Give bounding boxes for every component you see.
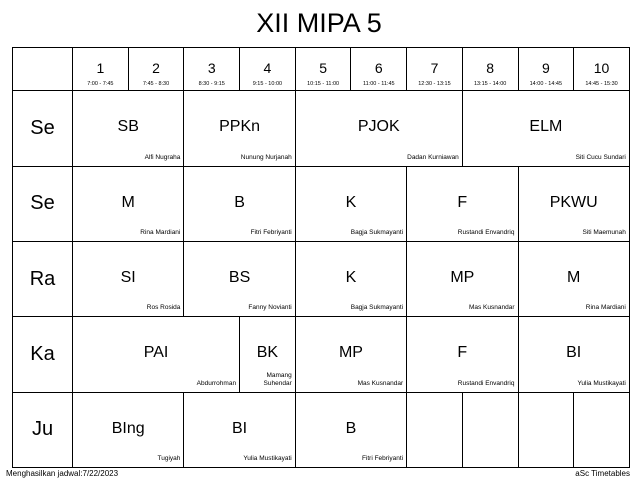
day-cell — [13, 166, 73, 241]
lesson-cell — [184, 91, 295, 166]
subject-label: F — [457, 344, 468, 362]
subject-label: MP — [338, 344, 363, 362]
period-header-7 — [407, 48, 463, 91]
empty-cell — [462, 392, 518, 467]
subject-label: F — [457, 193, 468, 211]
day-label: Se — [30, 192, 55, 215]
period-header-2 — [128, 48, 184, 91]
period-header-row — [13, 48, 630, 91]
period-time: 8:30 - 9:15 — [198, 81, 225, 88]
empty-cell — [407, 392, 463, 467]
timetable-body — [13, 48, 630, 468]
subject-label: BI — [232, 419, 248, 437]
day-cell — [13, 91, 73, 166]
subject-label: K — [345, 193, 357, 211]
lesson-cell — [295, 317, 406, 392]
subject-label: B — [345, 419, 357, 437]
day-row — [13, 317, 630, 392]
subject-label: BK — [256, 344, 279, 362]
period-number: 5 — [319, 60, 327, 76]
timetable — [12, 47, 630, 468]
subject-label: BI — [566, 344, 582, 362]
lesson-cell — [73, 166, 184, 241]
period-number: 9 — [541, 60, 550, 76]
lesson-cell — [184, 392, 295, 467]
subject-label: PPKn — [219, 118, 261, 136]
teacher-name: Mamang Suhendar — [263, 371, 292, 387]
teacher-name: Rustandi Envandriq — [457, 379, 515, 387]
period-header-3 — [184, 48, 240, 91]
teacher-name: Rustandi Envandriq — [457, 228, 515, 236]
period-number: 1 — [96, 60, 105, 76]
subject-label: SI — [120, 268, 136, 286]
period-header-6 — [351, 48, 407, 91]
lesson-cell — [407, 166, 518, 241]
teacher-name: Yulia Mustikayati — [577, 379, 626, 387]
subject-label: PKWU — [549, 193, 598, 211]
day-label: Ra — [29, 267, 56, 290]
teacher-name: Rina Mardiani — [585, 304, 626, 312]
period-header-1 — [73, 48, 129, 91]
period-number: 2 — [152, 60, 160, 76]
teacher-name: Yulia Mustikayati — [243, 455, 292, 462]
lesson-cell — [73, 317, 240, 392]
day-row — [13, 91, 630, 166]
period-time: 14:45 - 15:30 — [585, 81, 618, 88]
generated-date: Menghasilkan jadwal:7/22/2023 — [6, 469, 119, 478]
subject-label: K — [345, 268, 357, 286]
period-time: 7:00 - 7:45 — [87, 81, 114, 88]
day-label: Ka — [30, 342, 55, 365]
credit-text: aSc Timetables — [575, 469, 630, 478]
teacher-name: Tugiyah — [157, 455, 181, 462]
period-number: 3 — [207, 60, 216, 76]
lesson-cell — [518, 166, 629, 241]
period-header-8 — [462, 48, 518, 91]
teacher-name: Bagja Sukmayanti — [350, 228, 404, 236]
teacher-name: Fitri Febriyanti — [250, 228, 292, 236]
teacher-name: Dadan Kurniawan — [407, 153, 459, 161]
subject-label: M — [121, 193, 135, 211]
lesson-cell — [184, 241, 295, 316]
period-header-10 — [574, 48, 630, 91]
lesson-cell — [73, 91, 184, 166]
corner-cell — [13, 48, 73, 91]
period-time: 13:15 - 14:00 — [473, 81, 507, 88]
day-row — [13, 241, 630, 316]
lesson-cell — [295, 166, 406, 241]
period-time: 12:30 - 13:15 — [418, 81, 451, 88]
teacher-name: Abdurrohman — [196, 379, 237, 387]
day-row — [13, 166, 630, 241]
day-label: Se — [30, 116, 55, 139]
lesson-cell — [518, 241, 629, 316]
teacher-name: Alfi Nugraha — [144, 153, 181, 161]
period-header-4 — [240, 48, 296, 91]
lesson-cell — [73, 241, 184, 316]
day-cell — [13, 317, 73, 392]
teacher-name: Siti Cucu Sundari — [575, 153, 626, 161]
subject-label: ELM — [529, 118, 563, 136]
subject-label: BS — [228, 268, 251, 286]
period-number: 10 — [593, 60, 610, 76]
teacher-name: Ros Rosida — [146, 304, 181, 312]
subject-label: MP — [450, 268, 475, 286]
period-header-5 — [295, 48, 351, 91]
period-time: 11:00 - 11:45 — [362, 81, 395, 88]
period-number: 4 — [263, 60, 272, 76]
period-number: 6 — [374, 60, 383, 76]
lesson-cell — [407, 317, 518, 392]
lesson-cell — [295, 392, 406, 467]
subject-label: B — [234, 193, 245, 211]
subject-label: BIng — [111, 419, 145, 437]
day-row — [13, 392, 630, 467]
period-number: 7 — [430, 60, 439, 76]
subject-label: SB — [117, 118, 139, 136]
lesson-cell — [518, 317, 629, 392]
empty-cell — [518, 392, 574, 467]
day-cell — [13, 241, 73, 316]
lesson-cell — [295, 241, 406, 316]
period-number: 8 — [486, 60, 495, 76]
subject-label: PAI — [143, 344, 169, 362]
lesson-cell — [73, 392, 184, 467]
teacher-name: Fanny Novianti — [248, 304, 292, 312]
teacher-name: Siti Maemunah — [582, 228, 626, 236]
teacher-name: Rina Mardiani — [140, 228, 181, 236]
page-title: XII MIPA 5 — [256, 8, 382, 38]
period-header-9 — [518, 48, 574, 91]
period-time: 14:00 - 14:45 — [529, 81, 563, 88]
lesson-cell — [407, 241, 518, 316]
teacher-name: Mas Kusnandar — [468, 304, 515, 312]
lesson-cell — [184, 166, 295, 241]
teacher-name: Bagja Sukmayanti — [350, 304, 404, 312]
teacher-name: Mas Kusnandar — [357, 379, 404, 387]
empty-cell — [574, 392, 630, 467]
subject-label: PJOK — [357, 118, 400, 136]
lesson-cell — [462, 91, 629, 166]
subject-label: M — [567, 268, 581, 286]
period-time: 9:15 - 10:00 — [252, 81, 283, 88]
period-time: 7:45 - 8:30 — [142, 81, 170, 88]
day-label: Ju — [31, 418, 54, 441]
lesson-cell — [240, 317, 296, 392]
teacher-name: Fitri Febriyanti — [361, 455, 404, 462]
teacher-name: Nunung Nurjanah — [240, 153, 292, 161]
lesson-cell — [295, 91, 462, 166]
period-time: 10:15 - 11:00 — [307, 81, 340, 88]
day-cell — [13, 392, 73, 467]
